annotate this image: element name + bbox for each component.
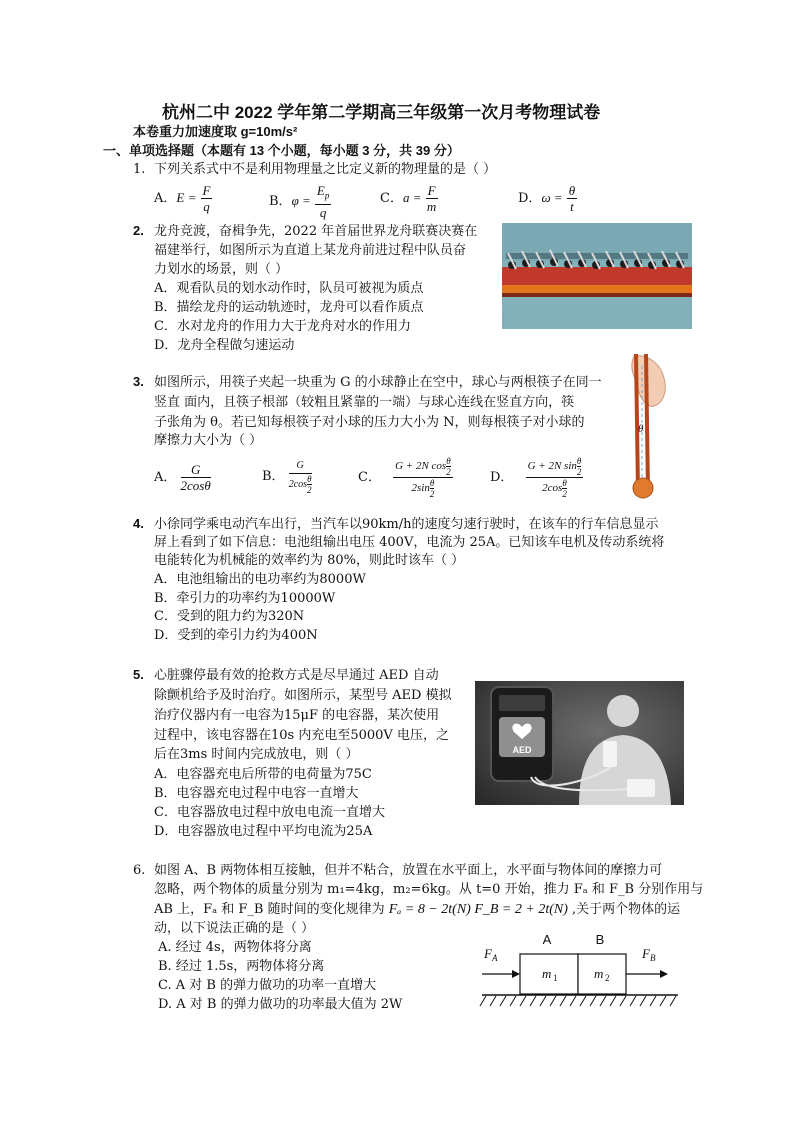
- fa-label: F: [484, 946, 492, 961]
- q3-option-a: A． $\frac{G}{2\cos\theta}$: [154, 462, 211, 493]
- q3-option-c: C． G + 2N cos $\frac{\theta}{2}$ 2sin $\frac{\theta}{2}$: [358, 456, 451, 499]
- q5-line-3: 治疗仪器内有一电容为15μF 的电容器，某次使用: [154, 708, 440, 723]
- q5-option-a: A．电容器充电后所带的电荷量为75C: [154, 767, 372, 782]
- q1-option-c: C．a = $\frac{F}{m}$: [380, 183, 437, 214]
- dragon-boat-photo: [502, 223, 692, 329]
- q6-option-b: B. 经过 1.5s，两物体将分离: [158, 959, 325, 974]
- svg-text:A: A: [492, 953, 498, 963]
- q5-line-5: 后在3ms 时间内完成放电，则（ ）: [154, 747, 359, 762]
- block-a-label: A: [542, 932, 552, 947]
- chopsticks-figure: [614, 352, 672, 500]
- q6-line-3: AB 上，Fₐ 和 F_B 随时间的变化规律为 Fₐ = 8 − 2t(N) F_B = 2 + 2t(N) ,关于两个物体的运: [154, 902, 681, 917]
- gravity-note: 本卷重力加速度取 g=10m/s²: [133, 124, 298, 139]
- page-title: 杭州二中 2022 学年第二学期高三年级第一次月考物理试卷: [162, 103, 601, 122]
- q2-option-d: D．龙舟全程做匀速运动: [154, 338, 295, 353]
- q3-option-b: B． G 2cos $\frac{\theta}{2}$: [262, 460, 312, 495]
- svg-text:1: 1: [553, 973, 558, 983]
- q6-line-2: 忽略，两个物体的质量分别为 m₁=4kg，m₂=6kg。从 t=0 开始，推力 Fₐ 和 F_B 分别作用与: [154, 882, 704, 897]
- q4-line-1: 小徐同学乘电动汽车出行，当汽车以90km/h的速度匀速行驶时，在该车的行车信息显示: [154, 517, 659, 532]
- blocks-diagram: [478, 928, 684, 1016]
- theta-label: θ: [638, 423, 644, 435]
- q6-option-d: D. A 对 B 的弹力做功的功率最大值为 2W: [158, 997, 403, 1012]
- q1-stem: 下列关系式中不是利用物理量之比定义新的物理量的是（ ）: [154, 162, 497, 177]
- q5-line-4: 过程中，该电容器在10s 内充电至5000V 电压，之: [154, 728, 449, 743]
- q4-option-b: B．牵引力的功率约为10000W: [154, 591, 336, 606]
- q3-line-4: 摩擦力大小为（ ）: [154, 433, 263, 448]
- q2-number: 2.: [133, 223, 144, 238]
- q2-line-1: 龙舟竞渡，奋楫争先，2022 年首届世界龙舟联赛决赛在: [154, 224, 478, 239]
- q1-option-b: B．φ = $\frac{E_p}{q}$: [269, 183, 330, 220]
- q6-option-a: A. 经过 4s，两物体将分离: [158, 940, 312, 955]
- q2-line-2: 福建举行，如图所示为直道上某龙舟前进过程中队员奋: [154, 243, 467, 258]
- aed-photo: [475, 681, 684, 805]
- q6-line-4: 动，以下说法正确的是（ ）: [154, 921, 315, 936]
- q5-option-b: B．电容器充电过程中电容一直增大: [154, 786, 359, 801]
- q4-line-3: 电能转化为机械能的效率约为 80%，则此时该车（ ）: [154, 553, 465, 568]
- q2-option-b: B．描绘龙舟的运动轨迹时，龙舟可以看作质点: [154, 300, 424, 315]
- q4-option-a: A．电池组输出的电功率约为8000W: [154, 572, 366, 587]
- q6-line-1: 如图 A、B 两物体相互接触，但并不粘合，放置在水平面上，水平面与物体间的摩擦力可: [154, 863, 663, 878]
- q3-option-d: D． G + 2N sin $\frac{\theta}{2}$ 2cos $\frac{\theta}{2}$: [490, 456, 582, 499]
- q3-line-2: 竖直 面内，且筷子根部（较粗且紧靠的一端）与球心连线在竖直方向，筷: [154, 395, 575, 410]
- block-b-label: B: [595, 932, 605, 947]
- q6-number: 6.: [133, 863, 146, 878]
- q5-line-2: 除颤机给予及时治疗。如图所示，某型号 AED 模拟: [154, 688, 452, 703]
- q2-option-c: C．水对龙舟的作用力大于龙舟对水的作用力: [154, 319, 411, 334]
- q5-option-c: C．电容器放电过程中放电电流一直增大: [154, 805, 385, 820]
- aed-label: AED: [512, 745, 532, 755]
- q4-line-2: 屏上看到了如下信息：电池组输出电压 400V，电流为 25A。已知该车电机及传动系统将: [154, 535, 665, 550]
- q3-line-1: 如图所示，用筷子夹起一块重为 G 的小球静止在空中，球心与两根筷子在同一: [154, 375, 602, 390]
- q2-option-a: A．观看队员的划水动作时，队员可被视为质点: [154, 281, 424, 296]
- q4-option-d: D．受到的牵引力约为400N: [154, 628, 318, 643]
- q6-option-c: C. A 对 B 的弹力做功的功率一直增大: [158, 978, 377, 993]
- q4-number: 4.: [133, 516, 144, 531]
- q5-number: 5.: [133, 667, 144, 682]
- q3-number: 3.: [133, 374, 144, 389]
- q5-line-1: 心脏骤停最有效的抢救方式是尽早通过 AED 自动: [154, 668, 439, 683]
- q1-number: 1.: [133, 162, 146, 177]
- q2-line-3: 力划水的场景，则（ ）: [154, 262, 289, 277]
- svg-text:B: B: [650, 953, 656, 963]
- q5-option-d: D．电容器放电过程中平均电流为25A: [154, 824, 373, 839]
- section-heading: 一、单项选择题（本题有 13 个小题，每小题 3 分，共 39 分）: [103, 143, 460, 158]
- fb-label: F: [642, 946, 650, 961]
- m2-label: m: [594, 966, 604, 981]
- q4-option-c: C．受到的阻力约为320N: [154, 609, 305, 624]
- q3-line-3: 子张角为 θ。若已知每根筷子对小球的压力大小为 N，则每根筷子对小球的: [154, 415, 585, 430]
- q1-option-a: A．E = $\frac{F}{q}$: [154, 183, 211, 214]
- m1-label: m: [542, 966, 552, 981]
- svg-text:2: 2: [605, 973, 610, 983]
- q1-option-d: D．ω = $\frac{\theta}{t}$: [518, 183, 576, 214]
